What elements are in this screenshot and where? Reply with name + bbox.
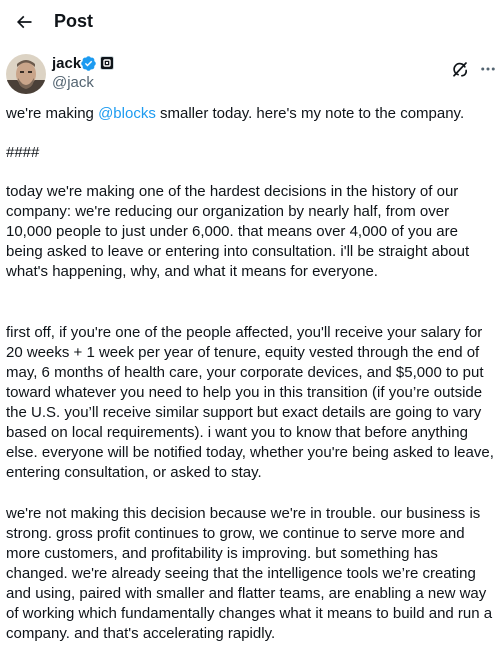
post-paragraph-1: today we're making one of the hardest decisions in the history of our company: we're reducing our organization by nearly half, from over 10,000 people to just under 6,000. that means over 4,000 of you are being asked to leave or entering into consultation. i'll be straight about what's happening, why, and what it means for everyone.	[6, 183, 470, 280]
affiliate-badge-icon[interactable]	[100, 56, 114, 70]
grok-icon	[451, 60, 469, 78]
post-author	[0, 52, 500, 96]
post-paragraph-3: we're not making this decision because we're in trouble. our business is strong. gross profit continues to grow, we continue to serve more and more customers, and profitability is improving. but something has changed. we're already seeing that the intelligence tools we’re creating and using, paired with smaller and flatter teams, are enabling a new way of working which fundamentally changes what it means to build and run a company. and that's accelerating rapidly.	[6, 505, 493, 642]
post-text	[6, 104, 494, 644]
post-header	[0, 0, 500, 44]
page-title: Post	[54, 11, 94, 31]
back-button[interactable]	[8, 6, 40, 38]
arrow-left-icon	[14, 12, 34, 32]
avatar[interactable]	[6, 54, 46, 94]
more-horizontal-icon	[479, 60, 497, 78]
author-display-name[interactable]: jack	[52, 55, 82, 72]
intro-text-after: smaller today. here's my note to the company.	[155, 105, 465, 122]
post-paragraph-2: first off, if you're one of the people affected, you'll receive your salary for 20 weeks + 1 week per year of tenure, equity vested through the end of may, 6 months of health care, your corporate devices, and $5,000 to put toward whatever you need to help you in this transition (if you’re outside the U.S. you’ll receive similar support but exact details are going to vary based on local requirements). i want you to know that before anything else. everyone will be notified today, whether you're being asked to leave, entering consultation, or asked to stay.	[6, 324, 494, 481]
post-intro	[6, 104, 494, 124]
grok-button[interactable]	[449, 58, 471, 80]
mention-link[interactable]: @blocks	[98, 105, 156, 122]
avatar-image	[6, 54, 46, 94]
author-handle[interactable]: @jack	[52, 74, 94, 91]
verified-badge-icon	[80, 55, 97, 72]
more-options-button[interactable]	[477, 58, 499, 80]
intro-text-before: we're making	[6, 105, 99, 122]
post-separator: ####	[6, 144, 40, 161]
